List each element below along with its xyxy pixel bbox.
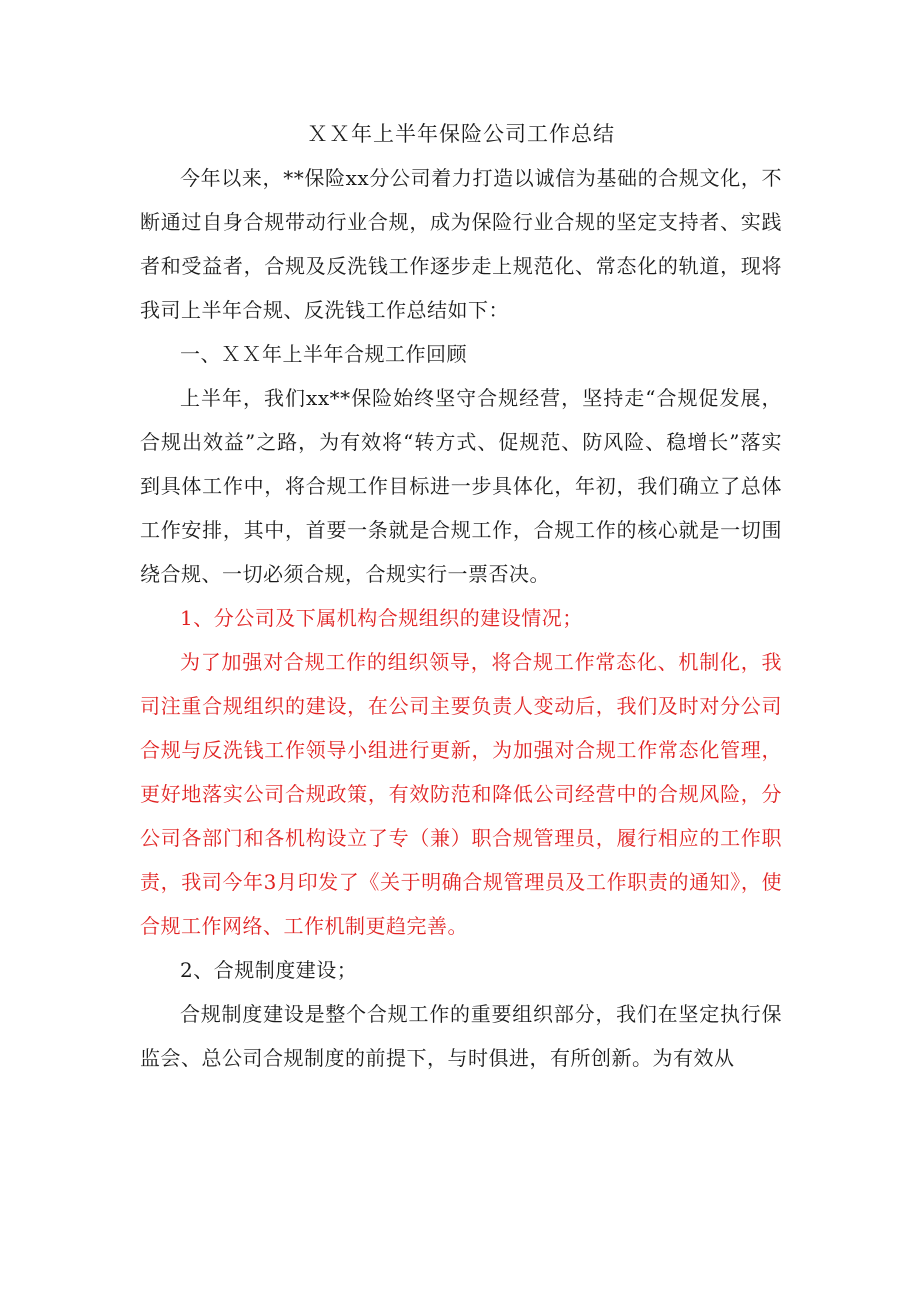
section-1-heading: 一、ＸＸ年上半年合规工作回顾 — [180, 342, 467, 366]
document-page — [140, 112, 782, 1080]
subsection-2-paragraph: 合规制度建设是整个合规工作的重要组织部分，我们在坚定执行保监会、总公司合规制度的前提下，与时俱进，有所创新。为有效从 — [140, 1002, 782, 1070]
subsection-1-paragraph: 为了加强对合规工作的组织领导，将合规工作常态化、机制化，我司注重合规组织的建设，在公司主要负责人变动后，我们及时对分公司合规与反洗钱工作领导小组进行更新，为加强对合规工作常态化管理，更好地落实公司合规政策，有效防范和降低公司经营中的合规风险，分公司各部门和各机构设立了专（兼）职合规管理员，履行相应的工作职责，我司今年3月印发了《关于明确合规管理员及工作职责的通知》，使合规工作网络、工作机制更趋完善。 — [140, 650, 782, 938]
subsection-2-heading: 2、合规制度建设； — [180, 958, 358, 982]
subsection-1-heading: 1、分公司及下属机构合规组织的建设情况； — [180, 606, 583, 630]
intro-paragraph: 今年以来，**保险xx分公司着力打造以诚信为基础的合规文化，不断通过自身合规带动行业合规，成为保险行业合规的坚定支持者、实践者和受益者，合规及反洗钱工作逐步走上规范化、常态化的轨道，现将我司上半年合规、反洗钱工作总结如下： — [140, 166, 782, 322]
document-title: ＸＸ年上半年保险公司工作总结 — [307, 122, 615, 146]
section-1-paragraph: 上半年，我们xx**保险始终坚守合规经营，坚持走“合规促发展，合规出效益”之路，为有效将“转方式、促规范、防风险、稳增长”落实到具体工作中，将合规工作目标进一步具体化，年初，我们确立了总体工作安排，其中，首要一条就是合规工作，合规工作的核心就是一切围绕合规、一切必须合规，合规实行一票否决。 — [140, 386, 782, 586]
